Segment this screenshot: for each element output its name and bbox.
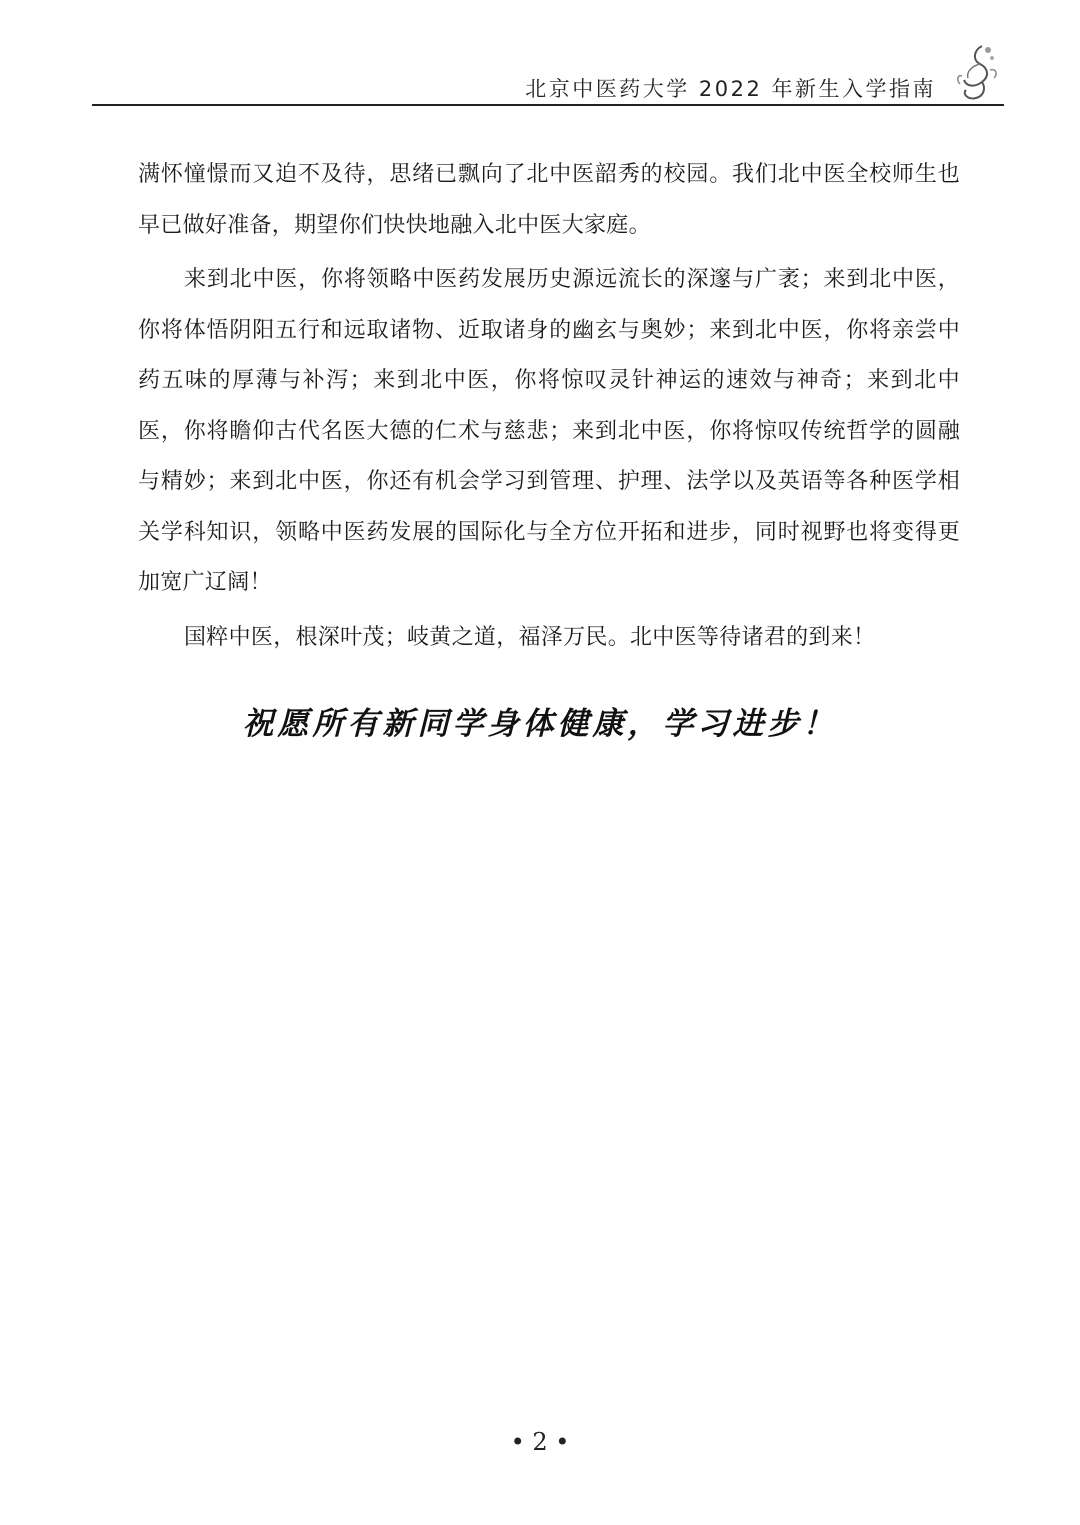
paragraph: 国粹中医，根深叶茂；岐黄之道，福泽万民。北中医等待诸君的到来！ — [184, 624, 876, 650]
paragraph: 来到北中医，你将领略中医药发展历史源远流长的深邃与广袤；来到北中医，你将体悟阴阳五行和远取诸物、近取诸身的幽玄与奥妙；来到北中医，你将亲尝中药五味的厚薄与补泻；来到北中医，你将惊叹灵针神运的速效与神奇；来到北中医，你将瞻仰古代名医大德的仁术与慈悲；来到北中医，你将惊叹传统哲学的圆融与精妙；来到北中医，你还有机会学习到管理、护理、法学以及英语等各种医学相关学科知识，领略中医药发展的国际化与全方位开拓和进步，同时视野也将变得更加宽广辽阔！ — [138, 267, 960, 595]
floral-ornament-icon — [952, 40, 1002, 104]
paragraph: 满怀憧憬而又迫不及待，思绪已飘向了北中医韶秀的校园。我们北中医全校师生也早已做好准备，期望你们快快地融入北中医大家庭。 — [138, 162, 960, 238]
body-text — [138, 150, 960, 667]
header-title: 北京中医药大学 2022 年新生入学指南 — [525, 77, 936, 101]
header-divider — [92, 104, 1004, 106]
page-number: • 2 • — [510, 1428, 570, 1456]
page-header — [92, 40, 1004, 106]
closing-message: 祝愿所有新同学身体健康，学习进步！ — [242, 706, 838, 742]
